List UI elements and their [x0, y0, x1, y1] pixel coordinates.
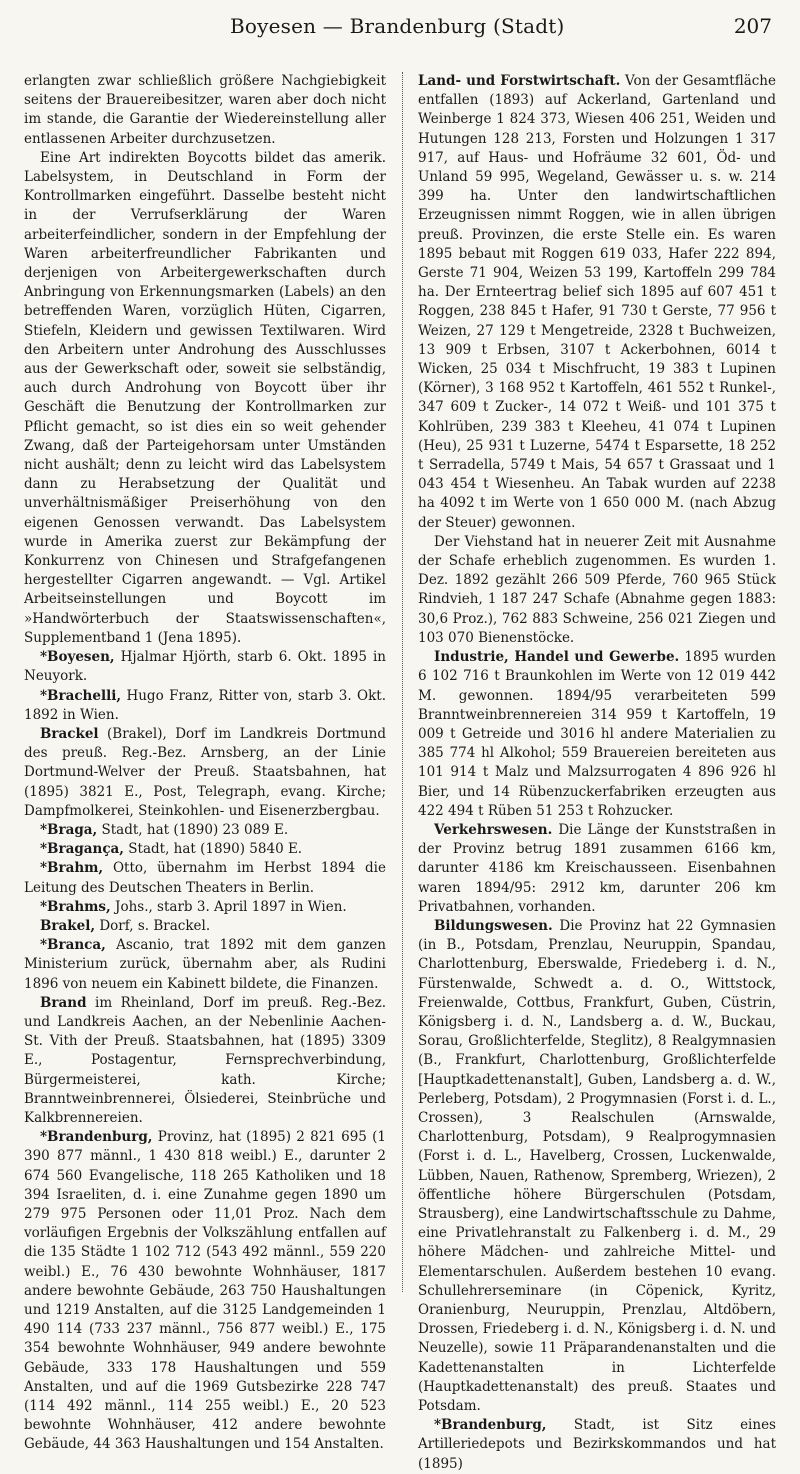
entry-text: Hjalmar Hjörth, starb 6. Okt. 1895 in Neuyork.: [24, 649, 386, 685]
section-heading: Land- und Forstwirtschaft.: [418, 73, 621, 89]
section-text: Die Provinz hat 22 Gymnasien (in B., Potsdam, Prenzlau, Neuruppin, Spandau, Charlottenburg, Eberswalde, Friedeberg i. d. N., Fürstenwalde, Schwedt a. d. O., Wittstock, Freienwalde, Cottbus, Frankfurt, Guben, Cüstrin, Königsberg i. d. N., Landsberg a. d. W., Buckau, Sorau, Großlichterfelde, Steglitz), 8 Realgymnasien (B., Frankfurt, Charlottenburg, Großlichterfelde [Hauptkadettenanstalt], Guben, Landsberg a. d. W., Perleberg, Potsdam), 2 Progymnasien (Forst i. d. L., Crossen), 3 Realschulen (Arnswalde, Charlottenburg, Potsdam), 9 Realprogymnasien (Forst i. d. L., Havelberg, Crossen, Luckenwalde, Lübben, Nauen, Rathenow, Spremberg, Wriezen), 2 öffentliche höhere Bürgerschulen (Potsdam, Strausberg), eine Landwirtschaftsschule zu Dahme, eine Privatlehranstalt zu Falkenberg i. d. M., 29 höhere Mädchen- und zahlreiche Mittel- und Elementarschulen. Außerdem bestehen 10 evang. Schullehrerseminare (in Cöpenick, Kyritz, Oranienburg, Neuruppin, Prenzlau, Altdöbern, Drossen, Friedeberg i. d. N., Königsberg i. d. N. und Neuzelle), sowie 11 Präparandenanstalten und die Kadettenanstalten in Lichterfelde (Hauptkadettenanstalt) des preuß. Staates und Potsdam.: [418, 917, 776, 1415]
entry-text: Dorf, s. Brackel.: [95, 917, 211, 934]
entry-text: im Rheinland, Dorf im preuß. Reg.-Bez. und Landkreis Aachen, an der Nebenlinie Aachen-St. Vith der Preuß. Staatsbahnen, hat (1895) 3309 E., Postagentur, Fernsprechverbindung, Bürgermeisterei, kath. Kirche; Branntweinbrennerei, Ölsiederei, Steinbrüche und Kalkbrennereien.: [24, 994, 386, 1126]
two-column-body: [24, 72, 776, 1472]
left-column: [24, 72, 386, 1453]
section-text: Von der Gesamtfläche entfallen (1893) auf Ackerland, Gartenland und Weinberge 1 824 373, Wiesen 406 251, Weiden und Hutungen 128 213, Forsten und Holzungen 1 317 917, auf Haus- und Hofräume 32 601, Öd- und Unland 59 995, Wegeland, Gewässer u. s. w. 214 399 ha. Unter den landwirtschaftlichen Erzeugnissen nimmt Roggen, wie in allen übrigen preuß. Provinzen, die erste Stelle ein. Es waren 1895 bebaut mit Roggen 619 033, Hafer 222 894, Gerste 71 904, Weizen 53 199, Kartoffeln 299 784 ha. Der Ernteertrag belief sich 1895 auf 607 451 t Roggen, 238 845 t Hafer, 91 730 t Gerste, 77 956 t Weizen, 27 129 t Mengetreide, 2328 t Buchweizen, 13 909 t Erbsen, 3107 t Ackerbohnen, 6014 t Wicken, 25 034 t Mischfrucht, 19 383 t Lupinen (Körner), 3 168 952 t Kartoffeln, 461 552 t Runkel-, 347 609 t Zucker-, 14 072 t Weiß- und 101 375 t Kohlrüben, 239 383 t Kleeheu, 41 074 t Lupinen (Heu), 25 931 t Luzerne, 5474 t Esparsette, 18 252 t Serradella, 5749 t Mais, 54 657 t Grassaat und 1 043 454 t Wiesenheu. An Tabak wurden auf 2238 ha 4092 t im Werte von 1 650 000 M. (nach Abzug der Steuer) gewonnen.: [418, 73, 776, 531]
section-text: Die Länge der Kunststraßen in der Provinz betrug 1891 zusammen 6166 km, darunter 4186 km Kreischausseen. Eisenbahnen waren 1894/95: 2912 km, darunter 206 km Privatbahnen, vorhanden.: [418, 821, 776, 915]
entry-headword: *Brachelli,: [40, 687, 122, 704]
page-header: [0, 0, 800, 46]
paragraph-text: erlangten zwar schließlich größere Nachgiebigkeit seitens der Brauereibesitzer, waren aber doch nicht im stande, die Garantie der Wiedereinstellung aller entlassenen Arbeiter durchzusetzen.: [24, 73, 386, 147]
paragraph: [24, 72, 386, 149]
entry: [24, 898, 386, 917]
entry: [24, 994, 386, 1128]
section-heading: Bildungswesen.: [434, 917, 553, 934]
entry-headword: *Brahms,: [40, 898, 111, 915]
entry-headword: *Brahm,: [40, 860, 104, 877]
entry-headword: *Braga,: [40, 821, 98, 838]
section: [418, 72, 776, 533]
right-column: [418, 72, 776, 1472]
entry-text: Provinz, hat (1895) 2 821 695 (1 390 877 männl., 1 430 818 weibl.) E., darunter 2 674 560 Evangelische, 118 265 Katholiken und 18 394 Israeliten, d. i. eine Zunahme gegen 1890 um 279 975 Personen oder 11,01 Proz. Nach dem vorläufigen Ergebnis der Volkszählung entfallen auf die 135 Städte 1 102 712 (543 492 männl., 559 220 weibl.) E., 76 430 bewohnte Wohnhäuser, 1817 andere bewohnte Gebäude, 263 750 Haushaltungen und 1219 Anstalten, auf die 3125 Landgemeinden 1 490 114 (733 237 männl., 756 877 weibl.) E., 175 354 bewohnte Wohnhäuser, 949 andere bewohnte Gebäude, 333 178 Haushaltungen und 559 Anstalten, und auf die 1969 Gutsbezirke 228 747 (114 492 männl., 114 255 weibl.) E., 20 523 bewohnte Wohnhäuser, 412 andere bewohnte Gebäude, 44 363 Haushaltungen und 154 Anstalten.: [24, 1129, 386, 1453]
entry: [24, 936, 386, 994]
entry-text: Ascanio, trat 1892 mit dem ganzen Ministerium zurück, übernahm aber, als Rudini 1896 von neuem ein Kabinett bildete, die Finanzen.: [24, 937, 386, 992]
paragraph-text: Der Viehstand hat in neuerer Zeit mit Ausnahme der Schafe erheblich zugenommen. Es wurden 1. Dez. 1892 gezählt 266 509 Pferde, 760 965 Stück Rindvieh, 1 187 247 Schafe (Abnahme gegen 1883: 30,6 Proz.), 762 883 Schweine, 256 021 Ziegen und 103 070 Bienenstöcke.: [418, 533, 776, 646]
entry-text: Otto, übernahm im Herbst 1894 die Leitung des Deutschen Theaters in Berlin.: [24, 860, 386, 896]
entry-headword: *Brandenburg,: [434, 1417, 547, 1434]
section: [418, 821, 776, 917]
entry-text: Hugo Franz, Ritter von, starb 3. Okt. 1892 in Wien.: [24, 687, 386, 723]
entry-headword: *Branca,: [40, 937, 106, 954]
entry-text: Stadt, ist Sitz eines Artilleriedepots und Bezirkskommandos und hat (1895): [418, 1417, 776, 1472]
paragraph-text: Eine Art indirekten Boycotts bildet das amerik. Labelsystem, in Deutschland in Form der Kontrollmarken eingeführt. Dasselbe besteht nicht in der Verrufserklärung der Waren arbeiterfeindlicher, sondern in der Empfehlung der Waren arbeiterfreundlicher Fabrikanten und derjenigen von Arbeitergewerkschaften durch Anbringung von Erkennungsmarken (Labels) an den betreffenden Waren, vorzüglich Hüten, Cigarren, Stiefeln, Kleidern und gewissen Textilwaren. Wird den Arbeitern unter Androhung des Ausschlusses aus der Gewerkschaft oder, soweit sie selbständig, auch durch Androhung von Boycott über ihr Geschäft die Benutzung der Kontrollmarken zur Pflicht gemacht, so ist dies ein so weit gehender Zwang, daß der Parteigehorsam unter Umständen nicht aushält; denn zu leicht wird das Labelsystem dann zu Herabsetzung der Qualität und unverhältnismäßiger Preiserhöhung von den eigenen Genossen verwandt. Das Labelsystem wurde in Amerika zuerst zur Bekämpfung der Konkurrenz von Chinesen und Strafgefangenen hergestellter Cigarren angewandt. — Vgl. Artikel Arbeitseinstellungen und Boycott im »Handwörterbuch der Staatswissenschaften«, Supplementband 1 (Jena 1895).: [24, 149, 386, 646]
section: [418, 648, 776, 821]
entry: [24, 859, 386, 897]
entry-headword: *Bragança,: [40, 841, 124, 858]
entry: [24, 1128, 386, 1454]
section-heading: Industrie, Handel und Gewerbe.: [434, 649, 680, 666]
entry-headword: *Brandenburg,: [40, 1129, 153, 1146]
entry: [24, 648, 386, 686]
entry-headword: Brackel: [40, 725, 99, 742]
page-number: 207: [733, 14, 772, 38]
entry-text: Stadt, hat (1890) 5840 E.: [124, 841, 303, 858]
running-head: Boyesen — Brandenburg (Stadt): [230, 14, 565, 38]
entry-text: (Brakel), Dorf im Landkreis Dortmund des preuß. Reg.-Bez. Arnsberg, an der Linie Dortmund-Welver der Preuß. Staatsbahnen, hat (1895) 3821 E., Post, Telegraph, evang. Kirche; Dampfmolkerei, Steinkohlen- und Eisenerzbergbau.: [24, 725, 386, 819]
column-divider: [402, 72, 404, 1292]
section: [418, 917, 776, 1416]
entry: [24, 725, 386, 821]
section-text: 1895 wurden 6 102 716 t Braunkohlen im Werte von 12 019 442 M. gewonnen. 1894/95 verarbeiteten 599 Branntweinbrennereien 314 959 t Kartoffeln, 19 009 t Getreide und 3016 hl andere Materialien zu 385 774 hl Alkohol; 559 Brauereien bereiteten aus 101 914 t Malz und Malzsurrogaten 4 896 926 hl Bier, und 14 Rübenzuckerfabriken erzeugten aus 422 494 t Rüben 51 253 t Rohzucker.: [418, 649, 776, 819]
entry-headword: *Boyesen,: [40, 649, 115, 666]
entry-headword: Brakel,: [40, 917, 96, 934]
paragraph: [24, 149, 386, 648]
entry-headword: Brand: [40, 994, 87, 1011]
entry: [418, 1416, 776, 1474]
entry: [24, 687, 386, 725]
paragraph: [418, 533, 776, 648]
entry: [24, 821, 386, 840]
entry: [24, 917, 386, 936]
entry: [24, 840, 386, 859]
section-heading: Verkehrswesen.: [434, 821, 553, 838]
entry-text: Stadt, hat (1890) 23 089 E.: [97, 821, 289, 838]
entry-text: Johs., starb 3. April 1897 in Wien.: [110, 898, 347, 915]
